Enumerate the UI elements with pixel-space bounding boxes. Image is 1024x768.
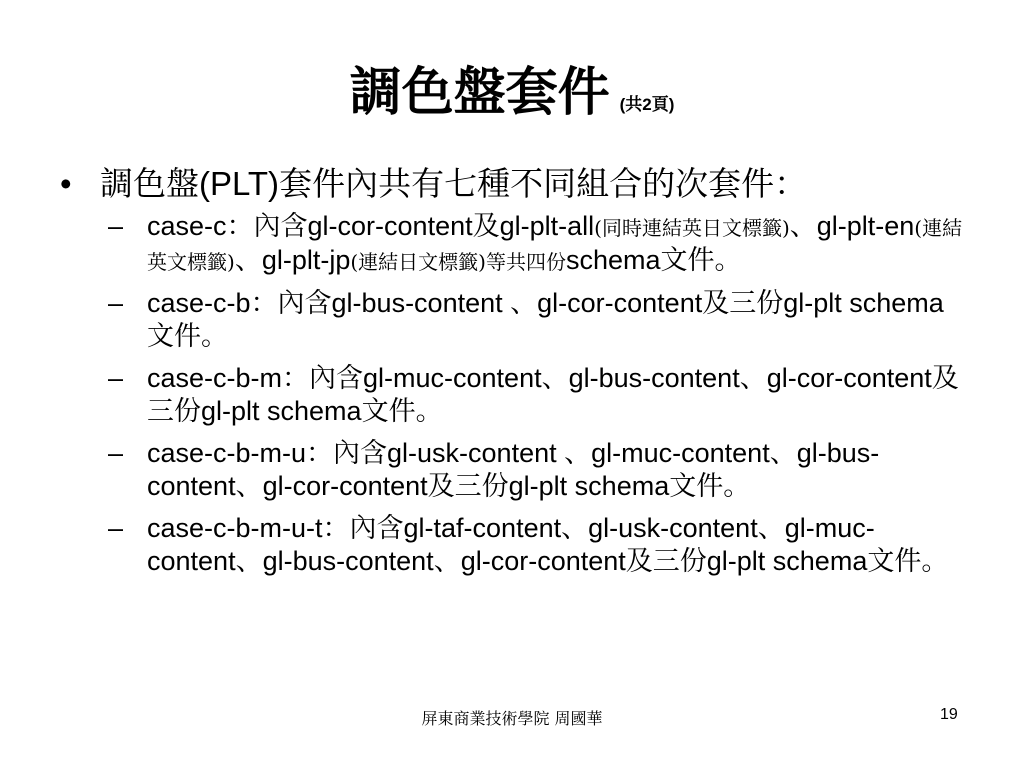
sub-bullet-list bbox=[60, 210, 963, 578]
sub-bullet-text: (同時連結英日文標籤) bbox=[594, 216, 790, 240]
sub-bullet-text: 、 bbox=[789, 211, 817, 242]
main-bullet-suffix: 套件內共有七種不同組合的次套件： bbox=[279, 164, 808, 203]
sub-bullet-text: gl-usk-content bbox=[588, 513, 758, 543]
dash-marker: – bbox=[108, 211, 124, 241]
sub-bullet-label: case-c： bbox=[147, 211, 254, 241]
sub-bullet-item bbox=[60, 437, 967, 503]
main-bullet bbox=[60, 162, 960, 206]
sub-bullet-item bbox=[60, 362, 967, 428]
main-bullet-prefix: 調色盤 bbox=[100, 164, 199, 203]
sub-bullet-text: 及三份 bbox=[427, 471, 509, 502]
sub-bullet-text: 文件。 bbox=[361, 396, 443, 427]
sub-bullet-text: 、 bbox=[234, 245, 262, 276]
sub-bullet-text: gl-plt-en bbox=[816, 211, 915, 241]
sub-bullet-text: 、 bbox=[757, 513, 785, 544]
sub-bullet-text: gl-bus-content bbox=[331, 288, 511, 318]
sub-bullet-text: 內含 bbox=[333, 438, 388, 469]
sub-bullet-text: gl-muc-content bbox=[363, 363, 542, 393]
sub-bullet-text: gl-cor-content bbox=[262, 471, 428, 501]
sub-bullet-text: gl-muc-content bbox=[147, 513, 875, 576]
sub-bullet-text: gl-bus-content bbox=[262, 546, 434, 576]
sub-bullet-text: 文件。 bbox=[147, 321, 228, 352]
sub-bullet-item bbox=[60, 512, 967, 578]
sub-bullet-label: case-c-b-m： bbox=[147, 363, 310, 393]
sub-bullet-text: 文件。 bbox=[669, 471, 751, 502]
sub-bullet-text: gl-bus-content bbox=[568, 363, 740, 393]
sub-bullet-text: 內含 bbox=[253, 211, 308, 242]
slide-content bbox=[60, 162, 963, 587]
slide-title bbox=[0, 50, 1024, 125]
sub-bullet-text: gl-plt schema bbox=[508, 471, 670, 501]
sub-bullet-text: 、 bbox=[561, 513, 589, 544]
sub-bullet-text: 、 bbox=[510, 288, 538, 319]
sub-bullet-text: 內含 bbox=[349, 513, 404, 544]
sub-bullet-item bbox=[60, 287, 967, 353]
sub-bullet-text: gl-plt schema bbox=[783, 288, 944, 318]
sub-bullet-text: 及 bbox=[472, 211, 500, 242]
bullet-dot: • bbox=[60, 165, 72, 202]
sub-bullet-text: gl-plt-all bbox=[499, 211, 595, 241]
sub-bullet-text: gl-cor-content bbox=[766, 363, 932, 393]
sub-bullet-text: 及三份 bbox=[147, 363, 959, 427]
sub-bullet-text: 、 bbox=[235, 546, 263, 577]
sub-bullet-text: gl-muc-content bbox=[591, 438, 770, 468]
main-bullet-code: (PLT) bbox=[199, 165, 280, 202]
title-main: 調色盤套件 bbox=[349, 62, 610, 123]
sub-bullet-text: 、 bbox=[541, 363, 569, 394]
dash-marker: – bbox=[108, 438, 124, 468]
sub-bullet-text: 及三份 bbox=[702, 288, 784, 319]
sub-bullet-text: 、 bbox=[235, 471, 263, 502]
sub-bullet-text: (連結日文標籤)等共四份 bbox=[350, 250, 566, 274]
sub-bullet-text: (連結英文標籤) bbox=[147, 216, 963, 274]
sub-bullet-text: 、 bbox=[769, 438, 797, 469]
sub-bullet-text: gl-bus-content bbox=[147, 438, 880, 501]
sub-bullet-text: gl-plt-jp bbox=[261, 245, 351, 275]
sub-bullet-text: 內含 bbox=[277, 288, 332, 319]
sub-bullet-text: gl-usk-content bbox=[387, 438, 565, 468]
sub-bullet-text: gl-cor-content bbox=[537, 288, 703, 318]
sub-bullet-label: case-c-b： bbox=[147, 288, 278, 318]
sub-bullet-label: case-c-b-m-u： bbox=[147, 438, 334, 468]
footer-credit: 屏東商業技術學院 周國華 bbox=[421, 709, 603, 728]
sub-bullet-label: case-c-b-m-u-t： bbox=[147, 513, 350, 543]
sub-bullet-text: 、 bbox=[433, 546, 461, 577]
sub-bullet-text: gl-taf-content bbox=[403, 513, 562, 543]
sub-bullet-text: 文件。 bbox=[867, 546, 949, 577]
sub-bullet-text: gl-cor-content bbox=[460, 546, 626, 576]
sub-bullet-text: 、 bbox=[564, 438, 592, 469]
sub-bullet-text: 、 bbox=[739, 363, 767, 394]
sub-bullet-text: 內含 bbox=[309, 363, 364, 394]
sub-bullet-text: 及三份 bbox=[625, 546, 707, 577]
page-number: 19 bbox=[940, 706, 958, 723]
sub-bullet-item bbox=[60, 210, 967, 278]
sub-bullet-text: gl-plt schema bbox=[706, 546, 868, 576]
dash-marker: – bbox=[108, 288, 124, 318]
dash-marker: – bbox=[108, 513, 124, 543]
sub-bullet-text: schema bbox=[565, 245, 661, 275]
title-subtitle: (共2頁) bbox=[619, 95, 675, 114]
sub-bullet-text: 文件。 bbox=[660, 245, 742, 276]
dash-marker: – bbox=[108, 363, 124, 393]
sub-bullet-text: gl-plt schema bbox=[201, 396, 362, 426]
sub-bullet-text: gl-cor-content bbox=[307, 211, 473, 241]
